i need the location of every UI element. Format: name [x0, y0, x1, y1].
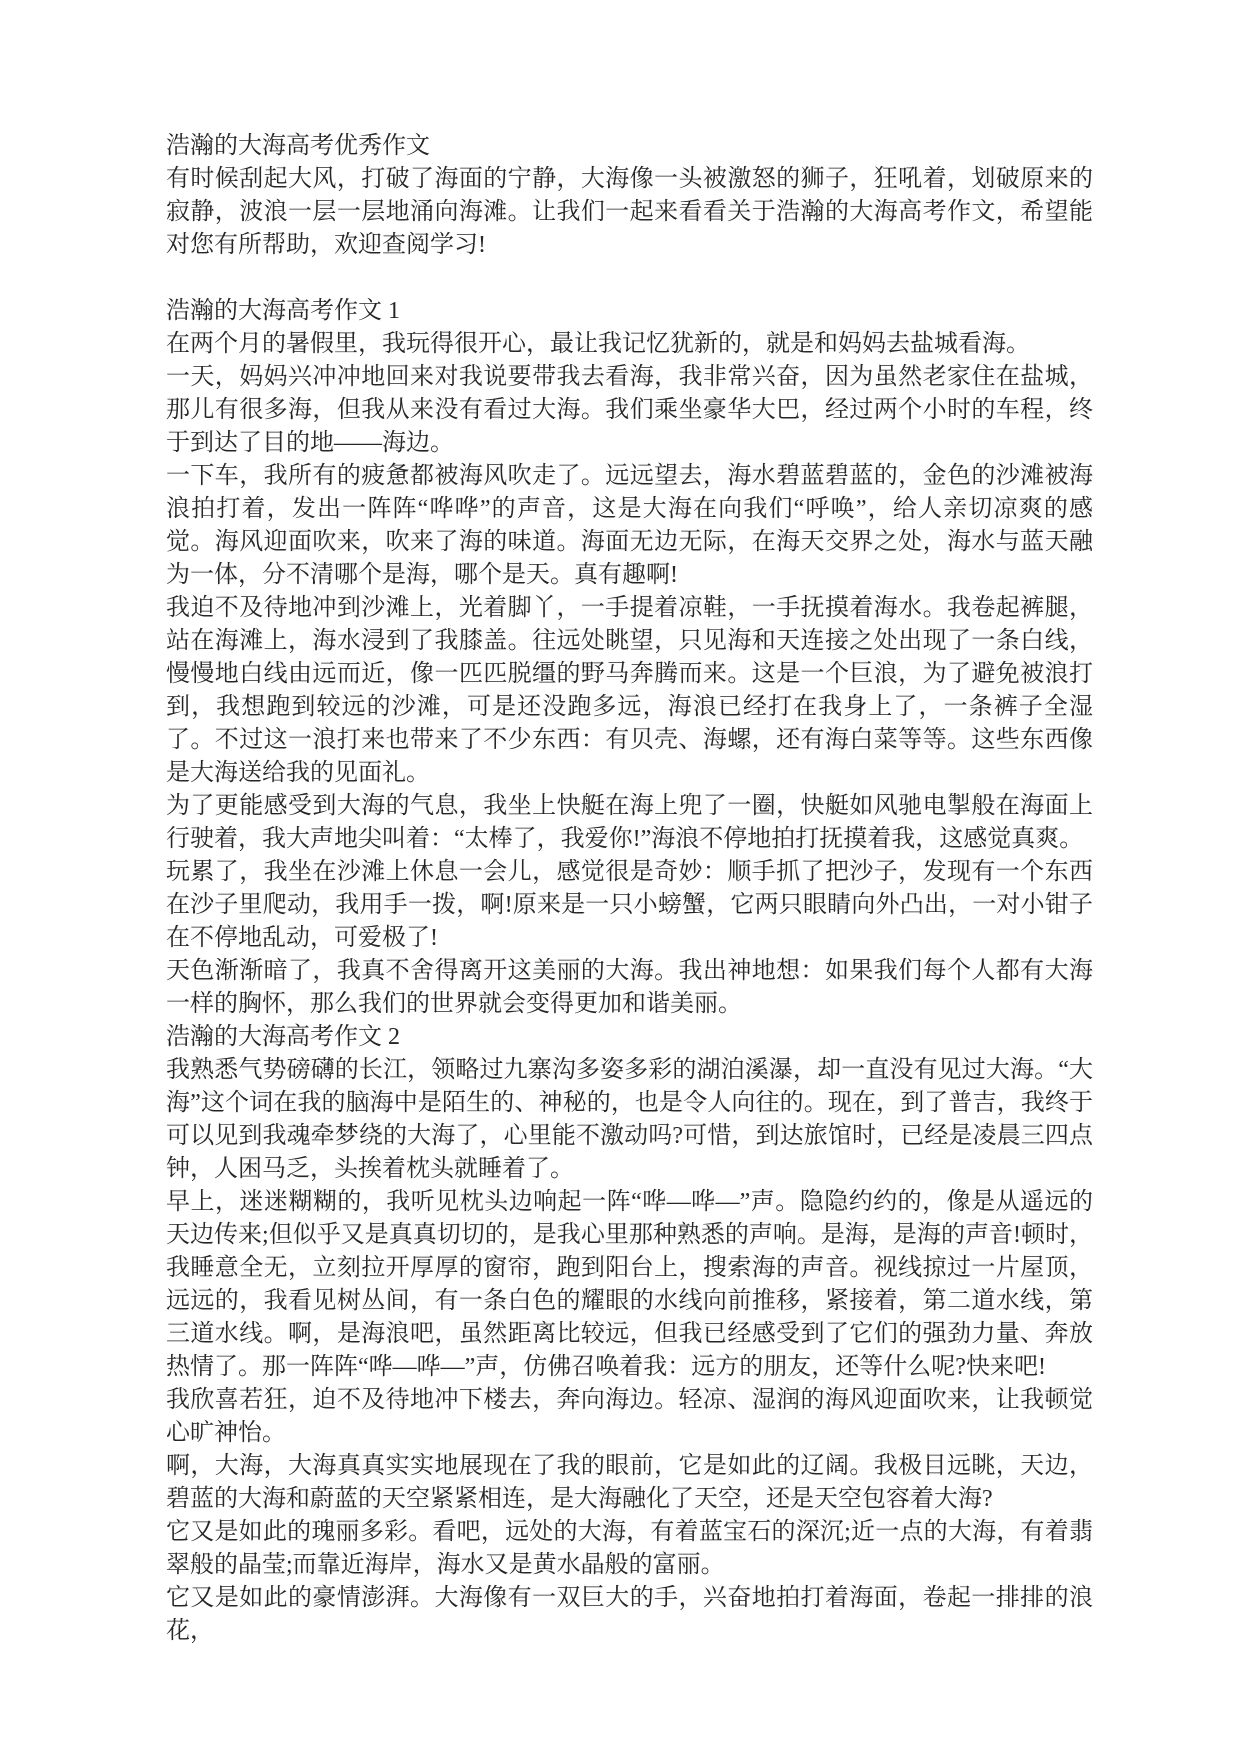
paragraph: 我迫不及待地冲到沙滩上，光着脚丫，一手提着凉鞋，一手抚摸着海水。我卷起裤腿，站在海滩上，海水浸到了我膝盖。往远处眺望，只见海和天连接之处出现了一条白线，慢慢地白线由远而近，像一匹匹脱缰的野马奔腾而来。这是一个巨浪，为了避免被浪打到，我想跑到较远的沙滩，可是还没跑多远，海浪已经打在我身上了，一条裤子全湿了。不过这一浪打来也带来了不少东西：有贝壳、海螺，还有海白菜等等。这些东西像是大海送给我的见面礼。: [166, 595, 1093, 786]
paragraph: 它又是如此的豪情澎湃。大海像有一双巨大的手，兴奋地拍打着海面，卷起一排排的浪花，: [166, 1585, 1093, 1644]
essay-1-heading: 浩瀚的大海高考作文 1: [166, 298, 400, 324]
document-title: 浩瀚的大海高考优秀作文: [166, 133, 430, 159]
paragraph: 我欣喜若狂，迫不及待地冲下楼去，奔向海边。轻凉、湿润的海风迎面吹来，让我顿觉心旷神怡。: [166, 1387, 1093, 1446]
paragraph: 早上，迷迷糊糊的，我听见枕头边响起一阵“哗—哗—”声。隐隐约约的，像是从遥远的天边传来;但似乎又是真真切切的，是我心里那种熟悉的声响。是海，是海的声音!顿时，我睡意全无，立刻拉开厚厚的窗帘，跑到阳台上，搜索海的声音。视线掠过一片屋顶，远远的，我看见树丛间，有一条白色的耀眼的水线向前推移，紧接着，第二道水线，第三道水线。啊，是海浪吧，虽然距离比较远，但我已经感受到了它们的强劲力量、奔放热情了。那一阵阵“哗—哗—”声，仿佛召唤着我：远方的朋友，还等什么呢?快来吧!: [166, 1189, 1093, 1380]
paragraph: 一天，妈妈兴冲冲地回来对我说要带我去看海，我非常兴奋，因为虽然老家住在盐城，那儿有很多海，但我从来没有看过大海。我们乘坐豪华大巴，经过两个小时的车程，终于到达了目的地——海边。: [166, 364, 1093, 456]
intro-paragraph: 有时候刮起大风，打破了海面的宁静，大海像一头被激怒的狮子，狂吼着，划破原来的寂静，波浪一层一层地涌向海滩。让我们一起来看看关于浩瀚的大海高考作文，希望能对您有所帮助，欢迎查阅学习!: [166, 166, 1093, 258]
paragraph: 一下车，我所有的疲惫都被海风吹走了。远远望去，海水碧蓝碧蓝的，金色的沙滩被海浪拍打着，发出一阵阵“哗哗”的声音，这是大海在向我们“呼唤”，给人亲切凉爽的感觉。海风迎面吹来，吹来了海的味道。海面无边无际，在海天交界之处，海水与蓝天融为一体，分不清哪个是海，哪个是天。真有趣啊!: [166, 463, 1093, 588]
paragraph: 它又是如此的瑰丽多彩。看吧，远处的大海，有着蓝宝石的深沉;近一点的大海，有着翡翠般的晶莹;而靠近海岸，海水又是黄水晶般的富丽。: [166, 1519, 1093, 1578]
paragraph: 天色渐渐暗了，我真不舍得离开这美丽的大海。我出神地想：如果我们每个人都有大海一样的胸怀，那么我们的世界就会变得更加和谐美丽。: [166, 958, 1093, 1017]
paragraph: 玩累了，我坐在沙滩上休息一会儿，感觉很是奇妙：顺手抓了把沙子，发现有一个东西在沙子里爬动，我用手一拨，啊!原来是一只小螃蟹，它两只眼睛向外凸出，一对小钳子在不停地乱动，可爱极了!: [166, 859, 1093, 951]
blank-line: [166, 262, 1093, 295]
paragraph: 为了更能感受到大海的气息，我坐上快艇在海上兜了一圈，快艇如风驰电掣般在海面上行驶着，我大声地尖叫着：“太棒了，我爱你!”海浪不停地拍打抚摸着我，这感觉真爽。: [166, 793, 1093, 852]
essay-2-heading: 浩瀚的大海高考作文 2: [166, 1024, 400, 1050]
paragraph: 在两个月的暑假里，我玩得很开心，最让我记忆犹新的，就是和妈妈去盐城看海。: [166, 331, 1030, 357]
paragraph: 我熟悉气势磅礴的长江，领略过九寨沟多姿多彩的湖泊溪瀑，却一直没有见过大海。“大海”这个词在我的脑海中是陌生的、神秘的，也是令人向往的。现在，到了普吉，我终于可以见到我魂牵梦绕的大海了，心里能不激动吗?可惜，到达旅馆时，已经是凌晨三四点钟，人困马乏，头挨着枕头就睡着了。: [166, 1057, 1093, 1182]
paragraph: 啊，大海，大海真真实实地展现在了我的眼前，它是如此的辽阔。我极目远眺，天边，碧蓝的大海和蔚蓝的天空紧紧相连，是大海融化了天空，还是天空包容着大海?: [166, 1453, 1093, 1512]
